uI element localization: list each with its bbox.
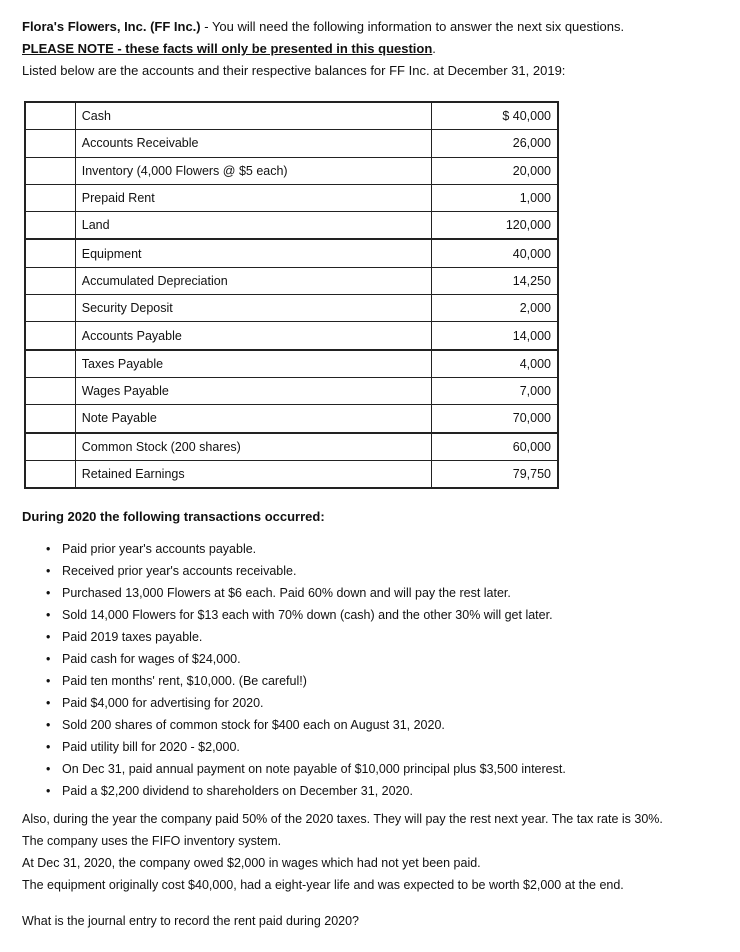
row-marker-cell (25, 350, 75, 378)
row-marker-cell (25, 212, 75, 240)
list-item (46, 758, 740, 780)
list-item (46, 604, 740, 626)
account-name: Security Deposit (75, 295, 431, 322)
account-amount: $ 40,000 (432, 102, 558, 130)
transaction-text: Paid prior year's accounts payable. (62, 542, 257, 556)
transaction-text: Received prior year's accounts receivable. (62, 564, 297, 578)
row-marker-cell (25, 239, 75, 267)
transaction-text: Paid utility bill for 2020 - $2,000. (62, 740, 240, 754)
account-name: Common Stock (200 shares) (75, 433, 431, 461)
list-item (46, 626, 740, 648)
transaction-text: Sold 200 shares of common stock for $400 each on August 31, 2020. (62, 718, 445, 732)
bullet-icon: • (46, 762, 51, 776)
transaction-text: Paid ten months' rent, $10,000. (Be careful!) (62, 674, 307, 688)
table-row (25, 350, 558, 378)
account-name: Accounts Receivable (75, 130, 431, 157)
table-row (25, 157, 558, 184)
table-row (25, 239, 558, 267)
list-item (46, 582, 740, 604)
table-row (25, 405, 558, 433)
tax-info: Also, during the year the company paid 50% of the 2020 taxes. They will pay the rest next year. The tax rate is 30%. (22, 812, 663, 826)
account-name: Prepaid Rent (75, 184, 431, 211)
bullet-icon: • (46, 784, 51, 798)
table-row (25, 102, 558, 130)
account-amount: 40,000 (432, 239, 558, 267)
note-period: . (432, 41, 436, 56)
account-amount: 7,000 (432, 377, 558, 404)
please-note: PLEASE NOTE - these facts will only be presented in this question (22, 41, 433, 56)
intro-block (22, 16, 722, 82)
account-amount: 1,000 (432, 184, 558, 211)
table-row (25, 295, 558, 322)
row-marker-cell (25, 102, 75, 130)
bullet-icon: • (46, 696, 51, 710)
account-name: Note Payable (75, 405, 431, 433)
account-name: Cash (75, 102, 431, 130)
account-amount: 4,000 (432, 350, 558, 378)
company-name: Flora's Flowers, Inc. (FF Inc.) (22, 19, 201, 34)
listed-line: Listed below are the accounts and their respective balances for FF Inc. at December 31, 2019: (22, 63, 566, 78)
account-amount: 70,000 (432, 405, 558, 433)
bullet-icon: • (46, 586, 51, 600)
transaction-text: On Dec 31, paid annual payment on note payable of $10,000 principal plus $3,500 interest. (62, 762, 566, 776)
account-name: Wages Payable (75, 377, 431, 404)
row-marker-cell (25, 433, 75, 461)
account-name: Accounts Payable (75, 322, 431, 350)
list-item (46, 648, 740, 670)
table-row (25, 130, 558, 157)
account-amount: 120,000 (432, 212, 558, 240)
row-marker-cell (25, 460, 75, 488)
table-row (25, 433, 558, 461)
row-marker-cell (25, 184, 75, 211)
row-marker-cell (25, 267, 75, 294)
bullet-icon: • (46, 564, 51, 578)
account-name: Accumulated Depreciation (75, 267, 431, 294)
transactions-list (22, 538, 740, 802)
account-name: Retained Earnings (75, 460, 431, 488)
list-item (46, 736, 740, 758)
account-name: Taxes Payable (75, 350, 431, 378)
list-item (46, 670, 740, 692)
accounts-table (24, 101, 559, 489)
intro-instruction: - You will need the following information to answer the next six questions. (200, 19, 625, 34)
bullet-icon: • (46, 630, 51, 644)
row-marker-cell (25, 322, 75, 350)
bullet-icon: • (46, 718, 51, 732)
transaction-text: Paid 2019 taxes payable. (62, 630, 203, 644)
account-amount: 2,000 (432, 295, 558, 322)
bullet-icon: • (46, 740, 51, 754)
bullet-icon: • (46, 674, 51, 688)
list-item (46, 692, 740, 714)
account-amount: 20,000 (432, 157, 558, 184)
transaction-text: Purchased 13,000 Flowers at $6 each. Paid 60% down and will pay the rest later. (62, 586, 511, 600)
table-row (25, 212, 558, 240)
transaction-text: Paid a $2,200 dividend to shareholders on December 31, 2020. (62, 784, 413, 798)
note-line (22, 38, 722, 60)
inventory-info: The company uses the FIFO inventory system. (22, 834, 282, 848)
transaction-text: Paid cash for wages of $24,000. (62, 652, 241, 666)
bullet-icon: • (46, 542, 51, 556)
row-marker-cell (25, 295, 75, 322)
account-amount: 79,750 (432, 460, 558, 488)
table-row (25, 460, 558, 488)
table-row (25, 267, 558, 294)
list-item (46, 780, 740, 802)
additional-info (22, 808, 722, 896)
transaction-text: Paid $4,000 for advertising for 2020. (62, 696, 264, 710)
list-item (46, 560, 740, 582)
list-item (46, 714, 740, 736)
account-name: Land (75, 212, 431, 240)
row-marker-cell (25, 157, 75, 184)
account-amount: 26,000 (432, 130, 558, 157)
table-row (25, 184, 558, 211)
intro-heading (22, 16, 722, 38)
account-name: Inventory (4,000 Flowers @ $5 each) (75, 157, 431, 184)
account-name: Equipment (75, 239, 431, 267)
table-row (25, 322, 558, 350)
transaction-text: Sold 14,000 Flowers for $13 each with 70% down (cash) and the other 30% will get later. (62, 608, 553, 622)
row-marker-cell (25, 130, 75, 157)
transactions-heading: During 2020 the following transactions occurred: (22, 509, 325, 524)
row-marker-cell (25, 377, 75, 404)
wages-info: At Dec 31, 2020, the company owed $2,000 in wages which had not yet been paid. (22, 856, 481, 870)
bullet-icon: • (46, 608, 51, 622)
account-amount: 14,000 (432, 322, 558, 350)
bullet-icon: • (46, 652, 51, 666)
equipment-info: The equipment originally cost $40,000, had a eight-year life and was expected to be worth $2,000 at the end. (22, 878, 624, 892)
question-text: What is the journal entry to record the rent paid during 2020? (22, 914, 360, 928)
account-amount: 60,000 (432, 433, 558, 461)
table-row (25, 377, 558, 404)
list-item (46, 538, 740, 560)
account-amount: 14,250 (432, 267, 558, 294)
row-marker-cell (25, 405, 75, 433)
